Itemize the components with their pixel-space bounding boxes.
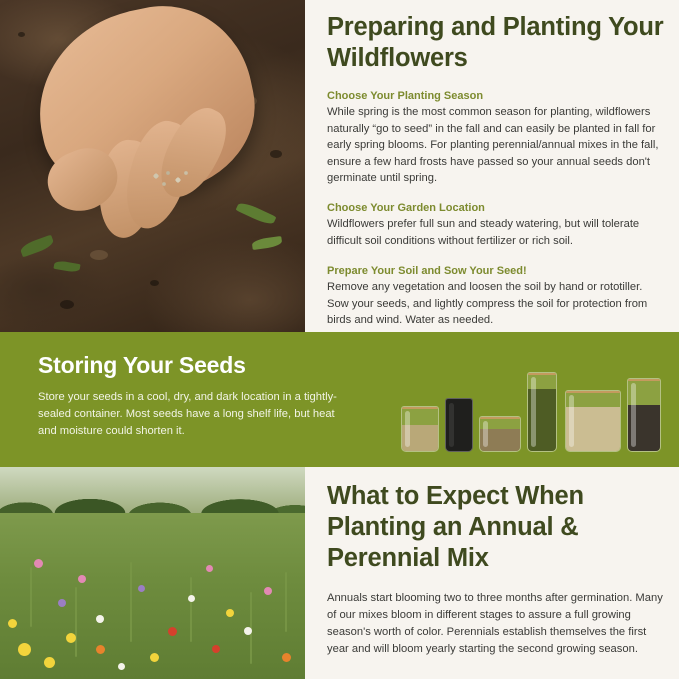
wildflower	[226, 609, 234, 617]
wildflower	[118, 663, 125, 670]
jar-glass-highlight	[531, 377, 536, 447]
cork-lid	[565, 390, 621, 393]
seeds-in-hand	[150, 168, 196, 194]
seed-jar	[401, 406, 439, 452]
seed-jars-image	[385, 340, 670, 460]
cork-lid	[527, 372, 557, 375]
grass-blade	[75, 587, 77, 657]
storing-text-column	[38, 352, 338, 439]
jar-glass-highlight	[405, 411, 410, 447]
seed-jar	[527, 372, 557, 452]
body-prepare-soil: Remove any vegetation and loosen the soil by hand or rototiller. Sow your seeds, and lightly compress the soil for protection from birds and wind. Water as needed.	[327, 281, 648, 327]
grass-blade	[190, 577, 192, 642]
section-storing-your-seeds	[0, 332, 679, 467]
grass-blade	[30, 567, 32, 627]
wildflower	[244, 627, 252, 635]
section-preparing-and-planting	[0, 0, 679, 332]
wildflower	[96, 615, 104, 623]
jar-glass-highlight	[449, 403, 454, 447]
grass-blade	[285, 572, 287, 632]
wildflower	[138, 585, 145, 592]
jar-glass-highlight	[631, 383, 636, 447]
jar-glass-highlight	[483, 421, 488, 447]
cork-lid	[479, 416, 521, 419]
cork-lid	[401, 406, 439, 409]
wildflower	[58, 599, 66, 607]
wildflower	[8, 619, 17, 628]
wildflower	[150, 653, 159, 662]
soil-clod	[60, 300, 74, 309]
hand-sowing-seeds-image	[0, 0, 305, 332]
wildflower	[212, 645, 220, 653]
subheading-planting-season: Choose Your Planting Season	[327, 90, 484, 103]
seed-jar	[479, 416, 521, 452]
soil-clod	[18, 32, 25, 37]
wildflower	[66, 633, 76, 643]
soil-clod	[150, 280, 159, 286]
body-planting-season: While spring is the most common season for planting, wildflowers naturally “go to seed” in the fall and can easily be planted in fall for early spring blooms. For planting perennial/annual mixes in the fall, ensure a few hard frosts have passed so your annual seeds don't germinate until spring.	[327, 106, 659, 185]
body-garden-location: Wildflowers prefer full sun and steady watering, but will tolerate difficult soil conditions without fertilizer or rich soil.	[327, 218, 640, 247]
seed-jar	[627, 378, 661, 452]
subheading-garden-location: Choose Your Garden Location	[327, 202, 485, 215]
subheading-prepare-soil: Prepare Your Soil and Sow Your Seed!	[327, 265, 527, 278]
wildflower	[264, 587, 272, 595]
jar-glass-highlight	[569, 395, 574, 447]
preparing-heading: Preparing and Planting Your Wildflowers	[327, 13, 664, 73]
grass-blade	[130, 562, 132, 642]
storing-body: Store your seeds in a cool, dry, and dark location in a tightly-sealed container. Most seeds have a long shelf life, but heat and moisture could shorten it.	[38, 391, 337, 437]
wildflower	[44, 657, 55, 668]
wildflower	[282, 653, 291, 662]
wildflower	[206, 565, 213, 572]
seed-jar	[445, 398, 473, 452]
wildflower-meadow-image	[0, 467, 305, 679]
soil-highlight	[90, 250, 108, 260]
cork-lid	[627, 378, 661, 381]
expectations-body: Annuals start blooming two to three months after germination. Many of our mixes bloom in different stages to assure a full growing season's worth of color. Perennials establish themselves the first year and will bloom yearly starting the second growing season.	[327, 592, 663, 655]
wildflower	[18, 643, 31, 656]
wildflower	[96, 645, 105, 654]
jar-contents	[566, 407, 620, 451]
soil-clod	[270, 150, 282, 158]
preparing-text-column	[327, 0, 667, 332]
seed-jar	[565, 390, 621, 452]
wildflower	[168, 627, 177, 636]
expectations-text-column	[327, 467, 669, 658]
expectations-heading: What to Expect When Planting an Annual & Perennial Mix	[327, 482, 584, 573]
wildflower	[188, 595, 195, 602]
storing-heading: Storing Your Seeds	[38, 352, 246, 378]
section-what-to-expect	[0, 467, 679, 679]
wildflower	[78, 575, 86, 583]
wildflower	[34, 559, 43, 568]
